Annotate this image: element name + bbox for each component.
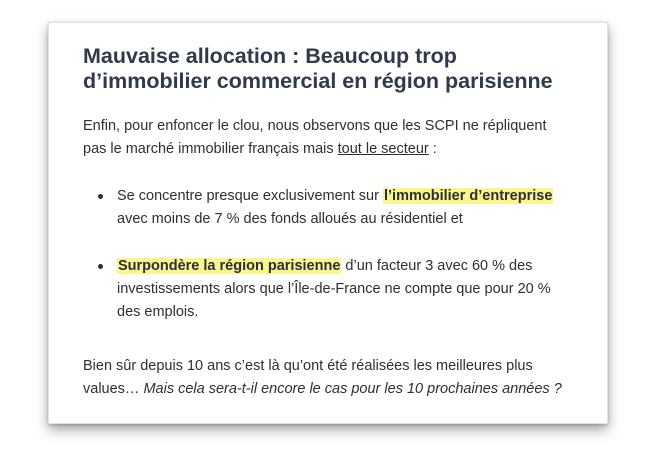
bullet-2-highlight: Surpondère la région parisienne bbox=[118, 258, 341, 274]
bullet-1-text-start: Se concentre presque exclusivement sur bbox=[117, 188, 383, 204]
intro-line-2-end: : bbox=[428, 141, 437, 157]
conclusion-question: Mais cela sera-t-il encore le cas pour les 10 prochaines années ? bbox=[143, 381, 562, 397]
bullet-1-highlight: l’immobilier d’entreprise bbox=[383, 188, 553, 204]
intro-line-2-start: pas le marché immobilier français mais bbox=[83, 141, 338, 157]
bullet-list bbox=[83, 185, 603, 324]
intro-line-1: Enfin, pour enfoncer le clou, nous observons que les SCPI ne répliquent bbox=[83, 118, 547, 134]
bullet-dot-icon bbox=[98, 264, 103, 269]
conclusion-line-1: Bien sûr depuis 10 ans c’est là qu’ont été réalisées les meilleures plus bbox=[83, 358, 533, 374]
bullet-dot-icon bbox=[98, 194, 103, 199]
intro-underlined-text: tout le secteur bbox=[337, 141, 429, 157]
bullet-1-line-2: avec moins de 7 % des fonds alloués au résidentiel et bbox=[117, 211, 463, 227]
bullet-2-line-3: des emplois. bbox=[117, 304, 199, 320]
bullet-2-text-end: d’un facteur 3 avec 60 % des bbox=[341, 258, 533, 274]
conclusion-line-2-plain: values… bbox=[83, 381, 144, 397]
bullet-item-entreprise bbox=[83, 185, 603, 231]
slide-title-line-2: d’immobilier commercial en région parisienne bbox=[83, 69, 553, 93]
intro-paragraph bbox=[83, 115, 603, 161]
bullet-2-line-2: investissements alors que l’Île-de-France ne compte que pour 20 % bbox=[117, 281, 551, 297]
slide-title-line-1: Mauvaise allocation : Beaucoup trop bbox=[83, 44, 457, 68]
slide-card bbox=[48, 22, 608, 424]
bullet-item-region-parisienne bbox=[83, 255, 603, 324]
slide-title bbox=[83, 44, 603, 94]
conclusion-paragraph bbox=[83, 355, 603, 401]
